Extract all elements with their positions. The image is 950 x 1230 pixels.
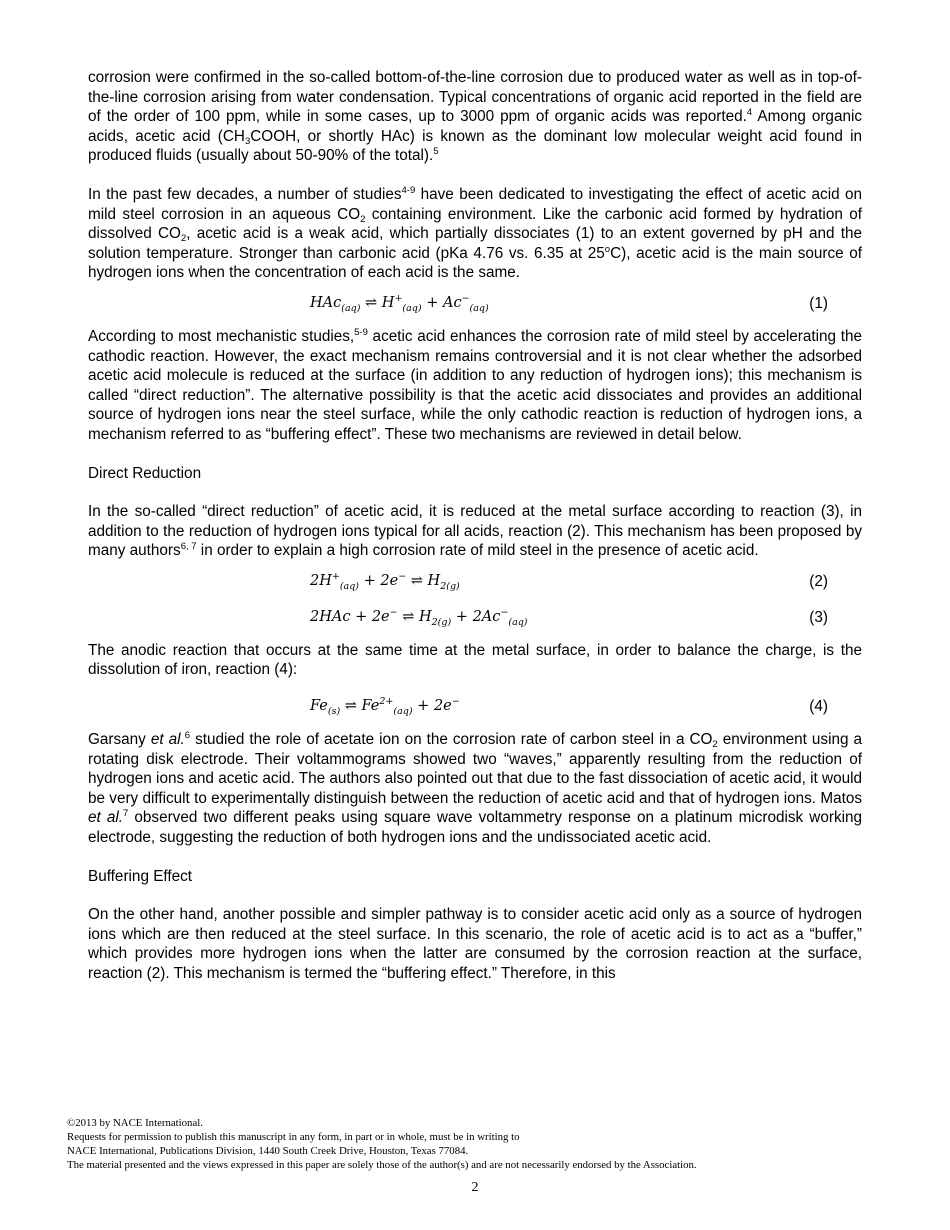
- paragraph-mechanisms: According to most mechanistic studies,$^{5-9}$ acetic acid enhances the corrosion rate of mild steel by accelerating the cathodic reaction. However, the exact mechanism remains controversial and it is not clear whether the adsorbed acetic acid molecule is reduced at the surface (in addition to any reduction of hydrogen ions); this mechanism is called “direct reduction”. The alternative possibility is that the acetic acid dissociates and provides an additional source of hydrogen ions near the steel surface, while the only cathodic reaction is reduction of hydrogen ions, a mechanism referred to as “buffering effect”. These two mechanisms are reviewed in detail below.: [88, 326, 862, 443]
- section-heading-buffering-effect: Buffering Effect: [88, 867, 193, 885]
- section-heading-direct-reduction: Direct Reduction: [88, 464, 202, 482]
- paragraph-garsany: Garsany et al.$^6$ studied the role of acetate ion on the corrosion rate of carbon steel in a $CO_2$ environment using a rotating disk electrode. Their voltammograms showed two “waves,” apparently resulting from the reduction of hydrogen ions and acetic acid. The authors also pointed out that due to the fast dissociation of acetic acid, it would be very difficult to experimentally distinguish between the reduction of acetic acid and that of hydrogen ions. Matos et al.$^7$ observed two different peaks using square wave voltammetry response on a platinum microdisk working electrode, suggesting the reduction of both hydrogen ions and the undissociated acetic acid.: [88, 730, 863, 847]
- equation-number: (4): [809, 698, 828, 716]
- footer-line: The material presented and the views expressed in this paper are solely those of the author(s) and are not necessarily endorsed by the Association.: [67, 1158, 697, 1171]
- paragraph-buffering-effect: On the other hand, another possible and simpler pathway is to consider acetic acid only as a source of hydrogen ions which are then reduced at the steel surface. In this scenario, the role of acetic acid is to act as a “buffer,” which provides more hydrogen ions when the latter are consumed by the corrosion reaction at the surface, reaction (2). This mechanism is termed the “buffering effect.” Therefore, in this: [88, 906, 862, 982]
- equation-number: (1): [809, 294, 828, 312]
- paragraph-anodic-reaction: The anodic reaction that occurs at the same time at the metal surface, in order to balance the charge, is the dissolution of iron, reaction (4):: [88, 641, 862, 679]
- paragraph-organic-acids: corrosion were confirmed in the so-called bottom-of-the-line corrosion due to produced water as well as in top-of-the-line corrosion arising from water condensation. Typical concentrations of organic acid reported in the field are of the order of 100 ppm, while in some cases, up to 3000 ppm of organic acids was reported.$^4$ Among organic acids, acetic acid ($CH_3COOH$, or shortly HAc) is known as the dominant low molecular weight acid found in produced fluids (usually about 50-90% of the total).$^5$: [88, 69, 863, 165]
- paragraph-direct-reduction: In the so-called “direct reduction” of acetic acid, it is reduced at the metal surface according to reaction (3), in addition to the reduction of hydrogen ions typical for all acids, reaction (2). This mechanism has been proposed by many authors$^{6, 7}$ in order to explain a high corrosion rate of mild steel in the presence of acetic acid.: [88, 503, 862, 560]
- footer-line: ©2013 by NACE International.: [67, 1117, 203, 1129]
- page-body: [88, 68, 862, 984]
- footer-line: NACE International, Publications Division, 1440 South Creek Drive, Houston, Texas 77084.: [67, 1144, 469, 1157]
- equation-number: (3): [809, 608, 828, 626]
- equation-2: $2H^+_{(aq)} + 2e^-$ ⇌ $H_{2(g)}$ (2): [310, 570, 828, 592]
- equation-1: HAc$_{(aq)}$ ⇌ $H^+_{(aq)} + Ac^-_{(aq)}$ (1): [310, 292, 828, 314]
- copyright-footer: [67, 1117, 697, 1173]
- equation-4: $Fe_{(s)}$ ⇌ $Fe^{2+}_{(aq)} + 2e^-$ (4): [310, 696, 828, 718]
- paragraph-acetic-acid-studies: In the past few decades, a number of studies$^{4-9}$ have been dedicated to investigating the effect of acetic acid on mild steel corrosion in an aqueous $CO_2$ containing environment. Like the carbonic acid formed by hydration of dissolved $CO_2$, acetic acid is a weak acid, which partially dissociates (1) to an extent governed by pH and the solution temperature. Stronger than carbonic acid (pKa 4.76 vs. 6.35 at 25$^o$C), acetic acid is the main source of hydrogen ions when the concentration of each acid is the same.: [88, 184, 863, 282]
- footer-line: Requests for permission to publish this manuscript in any form, in part or in whole, must be in writing to: [67, 1130, 520, 1143]
- equation-number: (2): [809, 572, 828, 590]
- page-number: 2: [471, 1180, 479, 1195]
- equation-3: 2HAc + 2e− ⇌ $H_{2(g)} + 2Ac^-_{(aq)}$ (3): [310, 606, 828, 628]
